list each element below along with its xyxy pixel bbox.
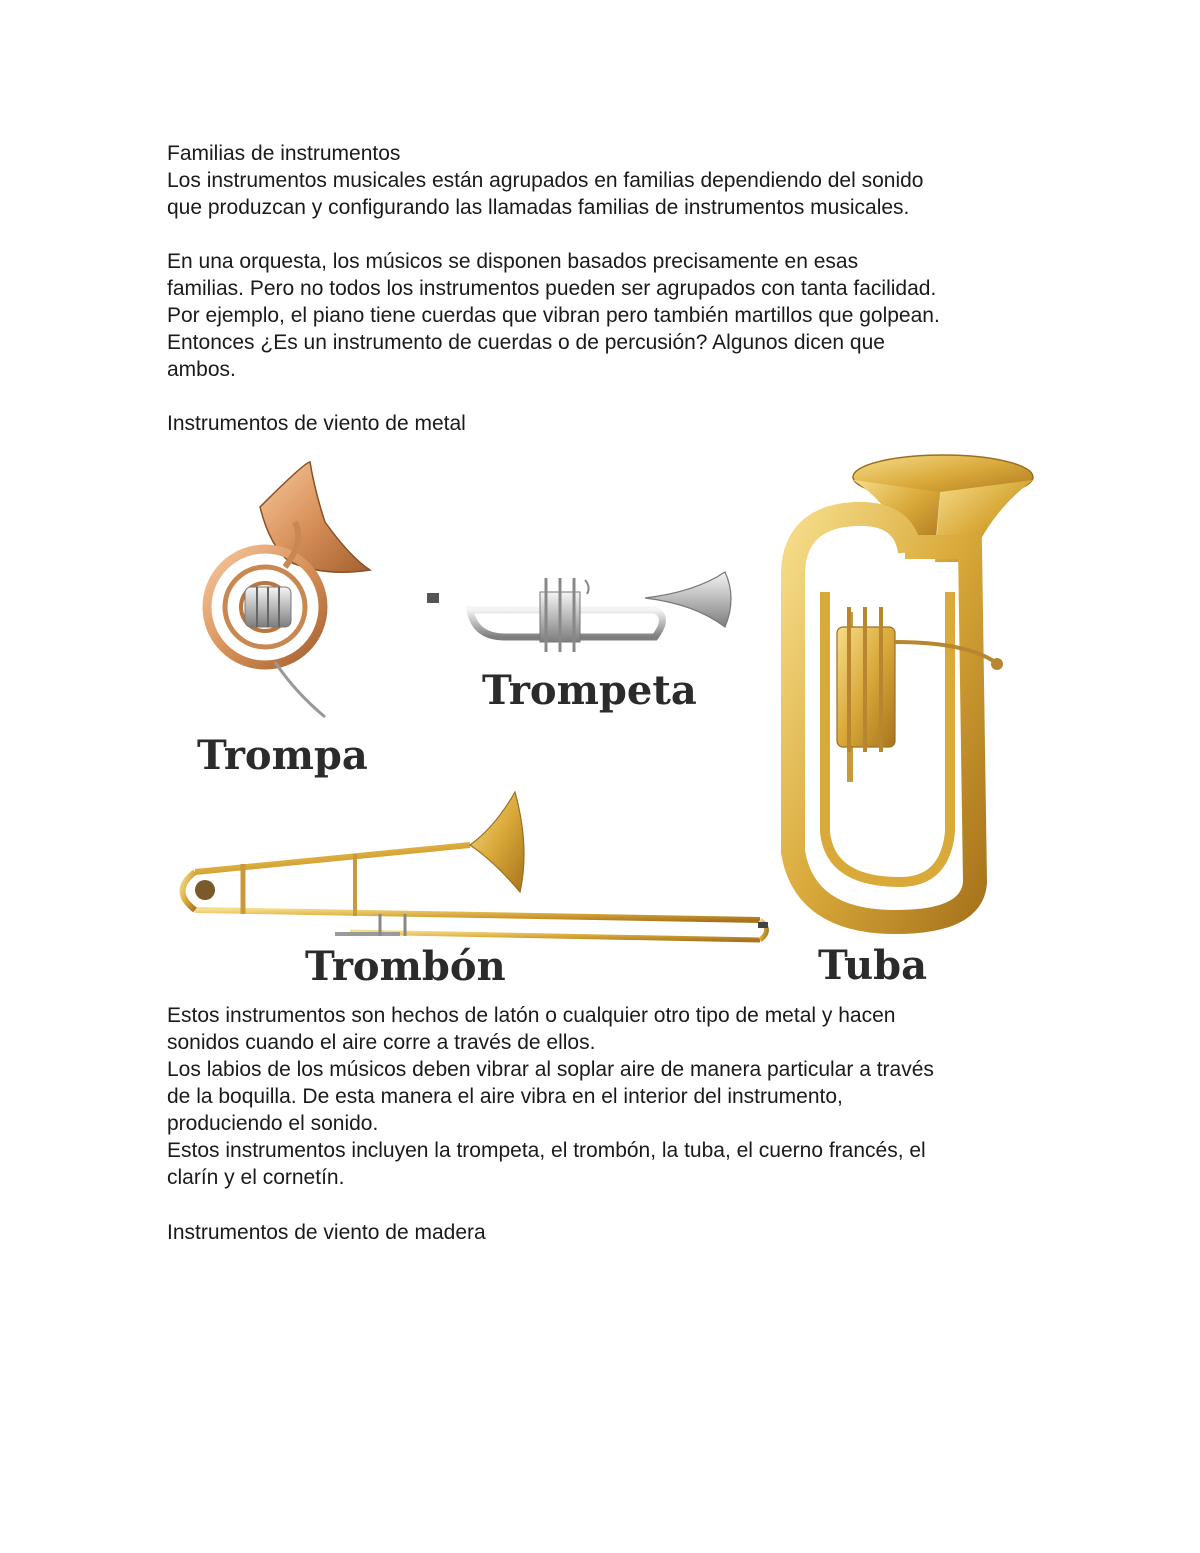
metal-heading: Instrumentos de viento de metal [167,412,466,435]
metal-line: Los labios de los músicos deben vibrar al soplar aire de manera particular a través [167,1058,934,1081]
metal-section-heading [167,410,1047,437]
brass-instruments-figure [165,452,1040,997]
trumpet-caption: Trompeta [482,667,697,714]
horn-caption: Trompa [197,732,368,779]
orchestra-line: En una orquesta, los músicos se disponen basados precisamente en esas [167,250,859,273]
metal-description [167,1002,1047,1191]
metal-line: Estos instrumentos son hechos de latón o cualquier otro tipo de metal y hacen [167,1004,896,1027]
intro-line: que produzcan y configurando las llamadas familias de instrumentos musicales. [167,196,910,219]
metal-line: Estos instrumentos incluyen la trompeta, el trombón, la tuba, el cuerno francés, el [167,1139,926,1162]
trumpet-illustration [427,572,731,652]
metal-line: sonidos cuando el aire corre a través de ellos. [167,1031,596,1054]
tuba-illustration [793,455,1033,922]
wood-heading: Instrumentos de viento de madera [167,1221,486,1244]
orchestra-line: Por ejemplo, el piano tiene cuerdas que vibran pero también martillos que golpean. [167,304,940,327]
orchestra-line: Entonces ¿Es un instrumento de cuerdas o de percusión? Algunos dicen que [167,331,885,354]
metal-line: produciendo el sonido. [167,1112,379,1135]
trombone-illustration [183,792,769,940]
french-horn-illustration [207,462,370,717]
orchestra-line: familias. Pero no todos los instrumentos pueden ser agrupados con tanta facilidad. [167,277,937,300]
metal-line: clarín y el cornetín. [167,1166,345,1189]
doc-title: Familias de instrumentos [167,142,401,165]
trombone-caption: Trombón [305,943,506,990]
wood-section-heading [167,1219,1047,1246]
intro-line: Los instrumentos musicales están agrupados en familias dependiendo del sonido [167,169,924,192]
metal-line: de la boquilla. De esta manera el aire vibra en el interior del instrumento, [167,1085,843,1108]
orchestra-paragraph [167,248,1047,383]
intro-section [167,140,1047,221]
orchestra-line: ambos. [167,358,236,381]
tuba-caption: Tuba [818,942,928,989]
